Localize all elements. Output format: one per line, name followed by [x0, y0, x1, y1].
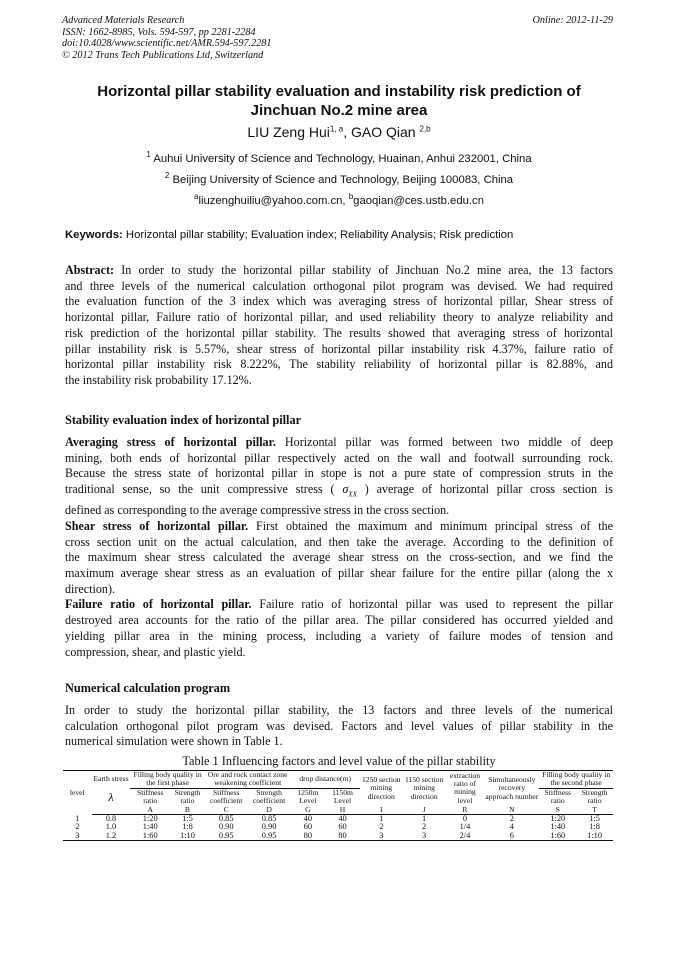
avg-stress-label: Averaging stress of horizontal pillar. [65, 435, 276, 449]
author-1-sup: 1, a [329, 124, 344, 134]
authors [0, 124, 678, 140]
cell: 1:5 [589, 814, 600, 824]
body-line: traditional sense, so the unit compressive stress ( [65, 482, 335, 497]
level-1250-header: 1250m Level [290, 788, 325, 805]
issn-line: ISSN: 1662-8985, Vols. 594-597, pp 2281-2284 [62, 26, 256, 38]
strength-ratio-2-header: Strength ratio [576, 788, 613, 805]
author-2-name: GAO Qian [351, 124, 420, 140]
cell: 0.8 [105, 814, 117, 824]
cell: 1:40 [550, 822, 566, 832]
aff-1-sup: 1 [146, 150, 151, 159]
body-line: ) average of horizontal pillar cross section is [364, 482, 613, 497]
cell: 1:10 [170, 832, 205, 841]
body-line: Failure ratio of horizontal pillar was used to represent the pillar [251, 597, 613, 612]
table-row [63, 832, 613, 841]
abstract-line: the evaluation function of the 3 index which was averaging stress of horizontal pillar, Shear stress of [65, 294, 613, 309]
cell: 80 [290, 832, 325, 841]
strength-coef-header: Strength coefficient [248, 788, 291, 805]
cell: 6 [484, 832, 539, 841]
cell: 1.0 [105, 822, 117, 832]
filling-first-header: Filling body quality in the first phase [130, 771, 204, 789]
doi-line[interactable]: doi:10.4028/www.scientific.net/AMR.594-597.2281 [62, 38, 272, 49]
body-line: yielding pillar area in the mining process, including a variety of failure modes of tension and [65, 628, 613, 643]
cell: 3 [63, 832, 92, 841]
cell: 0 [462, 814, 468, 824]
cell: 1:20 [550, 814, 566, 824]
body-line: In order to study the horizontal pillar stability, the 13 factors and three levels of the numerical [65, 703, 613, 717]
aff-2-sup: 2 [164, 171, 170, 180]
email-b-sup: b [348, 192, 354, 201]
body-line: compression, shear, and plastic yield. [65, 644, 246, 659]
keywords [65, 229, 513, 241]
cell: 60 [338, 822, 347, 832]
body-line: cross section unit on the actual calculation, and then take the average. According to the definition of [65, 534, 613, 549]
code-cell: C [205, 806, 248, 815]
cell: 0.90 [218, 822, 234, 832]
abstract-line: the instability risk probability 17.12%. [65, 372, 252, 387]
cell: 1:60 [539, 832, 576, 841]
abstract-line: risk prediction of the horizontal pillar stability. The results showed that averaging stress of horizontal [65, 325, 613, 340]
cell: 2 [509, 814, 514, 824]
section-heading-1: Stability evaluation index of horizontal pillar [65, 413, 302, 427]
cell: 1 [422, 814, 427, 824]
stiffness-coef-header: Stiffness coefficient [205, 788, 248, 805]
abstract-line: and three levels of the numerical calculation orthogonal pilot program was devised. We had required [65, 278, 613, 293]
cell: 40 [338, 814, 347, 824]
section-heading-2: Numerical calculation program [65, 681, 231, 695]
code-cell: S [539, 806, 576, 815]
cell: 1:8 [589, 822, 600, 832]
s1150-header: 1150 section mining direction [403, 771, 446, 806]
abstract-line: In order to study the horizontal pillar stability of Jinchuan No.2 mine area, the 13 factors [114, 263, 613, 277]
copyright-line: © 2012 Trans Tech Publications Ltd, Switzerland [62, 49, 264, 61]
email-b[interactable]: gaoqian@ces.ustb.edu.cn [353, 194, 484, 207]
level-1150-header: 1150m Level [325, 788, 360, 805]
cell: 1:10 [576, 832, 613, 841]
code-cell: A [130, 806, 170, 815]
body-line: calculation orthogonal pilot program was devised. Factors and level values of pillar stability in the [65, 718, 613, 733]
failure-ratio-label: Failure ratio of horizontal pillar. [65, 597, 252, 612]
body-line: maximum average shear stress as an evaluation of pillar shear failure for the entire pillar (along the x [65, 566, 613, 581]
cell: 2 [379, 822, 384, 832]
sigma-symbol: σ [342, 482, 349, 497]
abstract-line: pillar instability risk is 5.57%, shear stress of horizontal pillar instability risk 4.37%, failure ratio of [65, 341, 613, 356]
drop-distance-header: drop distance(m) [290, 771, 359, 789]
aff-2-text: Beijing University of Science and Technology, Beijing 100083, China [169, 173, 514, 186]
cell: 0.90 [261, 822, 277, 832]
email-a-sup: a [194, 192, 199, 201]
code-cell: R [446, 806, 485, 815]
abstract-line: horizontal pillar instability risk 8.222%, The stability reliability of horizontal pillar is 82.88%, and [65, 357, 613, 372]
earth-stress-header: Earth stress [92, 771, 131, 789]
body-line: the maximum shear stress calculated the average shear stress on the cross-section, and we find the [65, 550, 613, 565]
body-line: numerical simulation were shown in Table 1. [65, 734, 283, 749]
cell: 1.2 [92, 832, 131, 841]
body-line: mining, both ends of horizontal pillar respectively acted on the wall and footwall surrounding rock. [65, 450, 613, 465]
cell: 2/4 [446, 832, 485, 841]
section1-body [65, 435, 613, 660]
body-line: defined as corresponding to the average compressive stress in the cross section. [65, 503, 450, 518]
journal-header [62, 15, 271, 61]
abstract-line: horizontal pillar, Failure ratio of horizontal pillar, and used reliability theory to analyze reliability and [65, 310, 613, 325]
cell: 3 [403, 832, 446, 841]
extraction-header: extraction ratio of mining level [446, 771, 485, 806]
author-sep: , [343, 124, 351, 140]
shear-stress-label: Shear stress of horizontal pillar. [65, 518, 249, 533]
affiliation-2 [0, 171, 678, 186]
code-cell: I [360, 806, 403, 815]
code-cell: D [248, 806, 291, 815]
cell: 1:40 [142, 822, 158, 832]
keywords-text: Horizontal pillar stability; Evaluation index; Reliability Analysis; Risk prediction [122, 229, 514, 241]
recovery-header: Simultaneously recovery approach number [484, 771, 539, 806]
author-1-name: LIU Zeng Hui [247, 124, 330, 140]
cell: 4 [509, 822, 514, 832]
body-line: Horizontal pillar was formed between two middle of deep [275, 435, 613, 449]
s1250-header: 1250 section mining direction [360, 771, 403, 806]
cell: 0.85 [261, 814, 277, 824]
table-caption: Table 1 Influencing factors and level value of the pillar stability [182, 754, 496, 768]
strength-ratio-header: Strength ratio [170, 788, 205, 805]
title-line-1: Horizontal pillar stability evaluation and instability risk prediction of [97, 83, 581, 100]
abstract-label: Abstract: [65, 263, 115, 277]
stiffness-ratio-header: Stiffness ratio [130, 788, 170, 805]
cell: 1:60 [130, 832, 170, 841]
body-line: direction). [65, 581, 116, 596]
ore-rock-header: Ore and rock contact zone weakening coefficient [205, 771, 291, 789]
cell: 0.95 [205, 832, 248, 841]
cell: 80 [325, 832, 360, 841]
stiffness-ratio-2-header: Stiffness ratio [539, 788, 576, 805]
section2-body [65, 703, 613, 750]
cell: 3 [360, 832, 403, 841]
cell: 0.95 [248, 832, 291, 841]
aff-1-text: Auhui University of Science and Technology, Huainan, Anhui 232001, China [150, 152, 532, 165]
code-cell: B [170, 806, 205, 815]
cell: 40 [303, 814, 313, 824]
cell: 2 [422, 822, 427, 832]
cell: 1/4 [459, 822, 471, 832]
cell: 0.85 [218, 814, 234, 824]
code-cell: N [484, 806, 539, 815]
abstract [65, 263, 613, 389]
code-cell: H [325, 806, 360, 815]
code-cell: J [403, 806, 446, 815]
cell: 1 [75, 813, 80, 823]
lambda-symbol: λ [108, 789, 114, 804]
cell: 2 [75, 822, 80, 832]
journal-name: Advanced Materials Research [62, 15, 185, 26]
body-line: First obtained the maximum and minimum principal stress of the [248, 518, 614, 533]
code-cell: G [290, 806, 325, 815]
cell: 1 [379, 814, 384, 824]
emails [0, 192, 678, 207]
online-date: Online: 2012-11-29 [532, 15, 613, 26]
paper-title [40, 82, 638, 120]
cell: 1:5 [182, 814, 193, 824]
cell: 1:8 [182, 822, 193, 832]
author-2-sup: 2,b [419, 124, 431, 134]
cell: 60 [303, 822, 313, 832]
cell: 1:20 [142, 814, 158, 824]
filling-second-header: Filling body quality in the second phase [539, 771, 613, 789]
body-line: destroyed area accounts for the ratio of the pillar area. The pillar considered has occurred yielded and [65, 613, 613, 628]
sigma-subscript: XX [348, 490, 357, 499]
level-header: level [63, 771, 92, 815]
affiliation-1 [0, 150, 678, 165]
code-cell: T [576, 806, 613, 815]
email-a[interactable]: liuzenghuiliu@yahoo.com.cn, [198, 194, 349, 207]
body-line: Because the stress state of horizontal pillar in stope is not a pure state of compression struts in the [65, 466, 613, 481]
factors-table [63, 770, 613, 841]
keywords-label: Keywords: [65, 229, 123, 241]
title-line-2: Jinchuan No.2 mine area [250, 102, 428, 119]
